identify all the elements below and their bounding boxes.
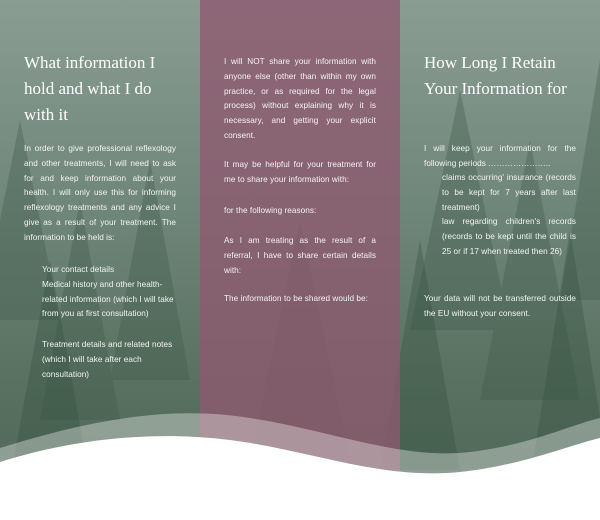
retention-intro-text: I will keep your information for the following periods ………………….. [424,144,576,168]
right-heading: How Long I Retain Your Information for [424,53,567,98]
list-item: claims occurring' insurance (records to be kept for 7 years after last treatment) [442,173,576,212]
shared-information-text: The information to be shared would be: [224,294,368,303]
referral-text: As I am treating as the result of a referral, I have to share certain details with: [224,236,376,275]
list-item: Medical history and other health-related information (which I will take from you at first consultation) [42,279,174,319]
list-item: Treatment details and related notes (which I will take after each consultation) [42,340,173,379]
reasons-text: for the following reasons: [224,206,317,215]
data-transfer-note: Your data will not be transferred outside the EU without your consent. [424,294,576,318]
list-item: Your contact details [42,265,115,274]
left-heading: What information I hold and what I do with it [24,53,156,124]
helpful-sharing-text: It may be helpful for your treatment for me to share your information with: [224,160,376,184]
list-item: law regarding children's records (records to be kept until the child is 25 or if 17 when treated then 26) [442,217,576,256]
sharing-paragraph: I will NOT share your information with anyone else (other than within my own practice, or as required for the legal process) without explaining why it is necessary, and getting your explicit consent. [224,57,376,140]
left-intro-text: In order to give professional reflexology and other treatments, I will need to ask for and keep information about your health. I will only use this for informing reflexology treatments and any advice I give as a result of your treatment. The information to be held is: [24,144,176,242]
